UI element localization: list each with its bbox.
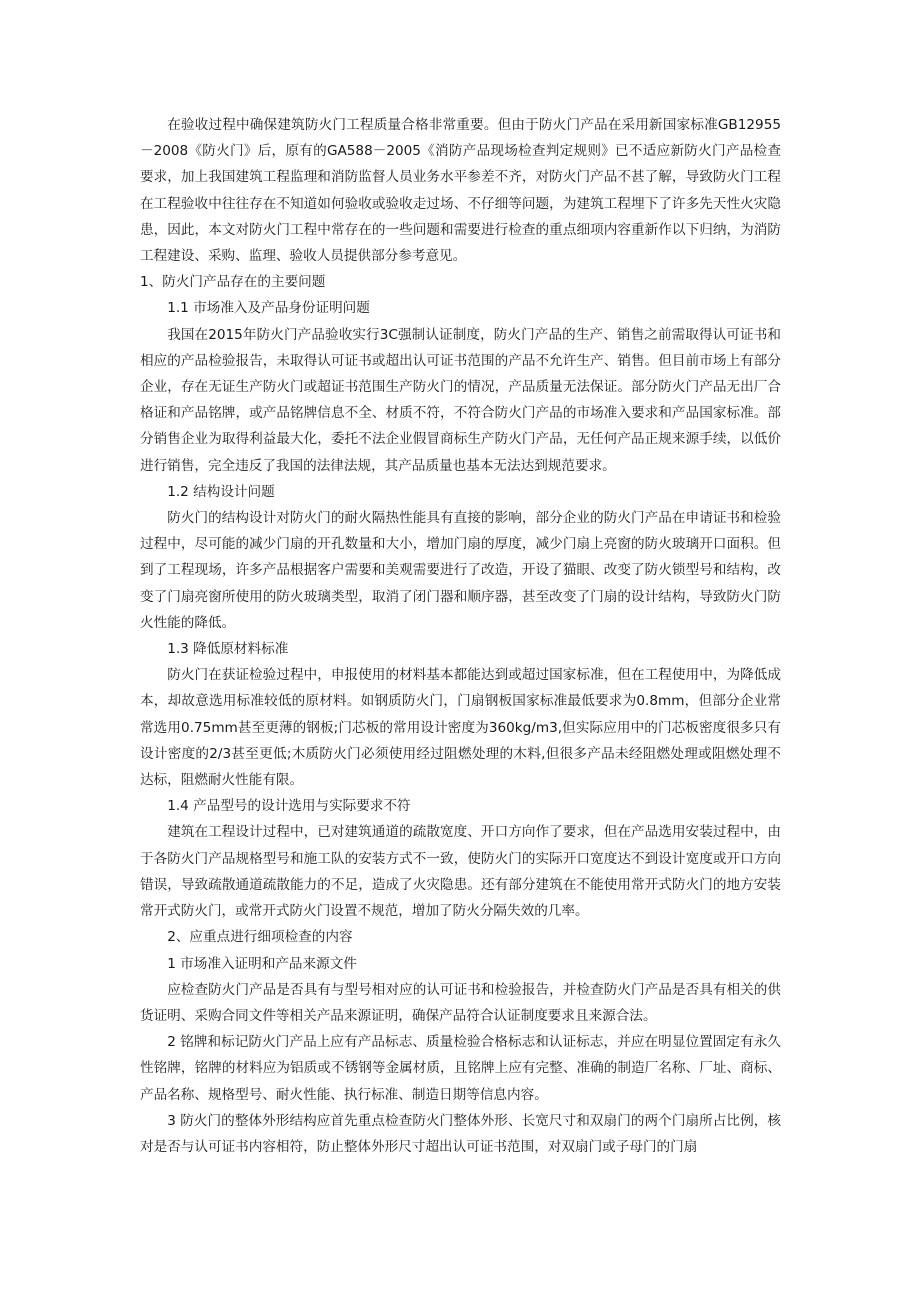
subsection-1-4-paragraph: 建筑在工程设计过程中，已对建筑通道的疏散宽度、开口方向作了要求，但在产品选用安装过程中，由于各防火门产品规格型号和施工队的安装方式不一致，使防火门的实际开口宽度达不到设计宽度或开口方向错误，导致疏散通道疏散能力的不足，造成了火灾隐患。还有部分建筑在不能使用常开式防火门的地方安装常开式防火门，或常开式防火门设置不规范，增加了防火分隔失效的几率。 xyxy=(140,824,781,920)
item-2-paragraph: 2 铭牌和标记防火门产品上应有产品标志、质量检验合格标志和认证标志，并应在明显位置固定有永久性铭牌，铭牌的材料应为铝质或不锈钢等金属材质，且铭牌上应有完整、准确的制造厂名称、厂址、商标、产品名称、规格型号、耐火性能、执行标准、制造日期等信息内容。 xyxy=(140,1034,781,1103)
item-3-paragraph: 3 防火门的整体外形结构应首先重点检查防火门整体外形、长宽尺寸和双扇门的两个门扇所占比例，核对是否与认可证书内容相符，防止整体外形尺寸超出认可证书范围，对双扇门或子母门的门扇 xyxy=(140,1112,781,1155)
section-1-heading: 1、防火门产品存在的主要问题 xyxy=(140,274,326,291)
subsection-1-3-heading: 1.3 降低原材料标准 xyxy=(167,641,289,658)
document-body xyxy=(140,112,781,1160)
subsection-1-2-heading: 1.2 结构设计问题 xyxy=(167,483,275,500)
section-2-heading: 2、应重点进行细项检查的内容 xyxy=(167,929,353,946)
item-1-heading: 1 市场准入证明和产品来源文件 xyxy=(167,955,357,972)
subsection-1-2-paragraph: 防火门的结构设计对防火门的耐火隔热性能具有直接的影响，部分企业的防火门产品在申请证书和检验过程中，尽可能的减少门扇的开孔数量和大小，增加门扇的厚度，减少门扇上亮窗的防火玻璃开口面积。但到了工程现场，许多产品根据客户需要和美观需要进行了改造，开设了猫眼、改变了防火锁型号和结构，改变了门扇亮窗所使用的防火玻璃类型，取消了闭门器和顺序器，甚至改变了门扇的设计结构，导致防火门防火性能的降低。 xyxy=(140,510,781,631)
subsection-1-4-heading: 1.4 产品型号的设计选用与实际要求不符 xyxy=(167,798,411,815)
subsection-1-1-heading: 1.1 市场准入及产品身份证明问题 xyxy=(167,300,370,317)
subsection-1-1-paragraph: 我国在2015年防火门产品验收实行3C强制认证制度，防火门产品的生产、销售之前需取得认可证书和相应的产品检验报告，未取得认可证书或超出认可证书范围的产品不允许生产、销售。但目前市场上有部分企业，存在无证生产防火门或超证书范围生产防火门的情况，产品质量无法保证。部分防火门产品无出厂合格证和产品铭牌，或产品铭牌信息不全、材质不符，不符合防火门产品的市场准入要求和产品国家标准。部分销售企业为取得利益最大化，委托不法企业假冒商标生产防火门产品，无任何产品正规来源手续，以低价进行销售，完全违反了我国的法律法规，其产品质量也基本无法达到规范要求。 xyxy=(140,326,781,474)
subsection-1-3-paragraph: 防火门在获证检验过程中，申报使用的材料基本都能达到或超过国家标准，但在工程使用中，为降低成本，却故意选用标准较低的原材料。如钢质防火门，门扇钢板国家标准最低要求为0.8mm，但部分企业常常选用0.75mm甚至更薄的钢板;门芯板的常用设计密度为360kg/m3,但实际应用中的门芯板密度很多只有设计密度的2/3甚至更低;木质防火门必须使用经过阻燃处理的木料,但很多产品未经阻燃处理或阻燃处理不达标，阻燃耐火性能有限。 xyxy=(140,667,781,789)
intro-paragraph: 在验收过程中确保建筑防火门工程质量合格非常重要。但由于防火门产品在采用新国家标准GB12955－2008《防火门》后，原有的GA588－2005《消防产品现场检查判定规则》已不适应新防火门产品检查要求，加上我国建筑工程监理和消防监督人员业务水平参差不齐，对防火门产品不甚了解，导致防火门工程在工程验收中往往存在不知道如何验收或验收走过场、不仔细等问题，为建筑工程埋下了许多先天性火灾隐患，因此，本文对防火门工程中常存在的一些问题和需要进行检查的重点细项内容重新作以下归纳，为消防工程建设、采购、监理、验收人员提供部分参考意见。 xyxy=(140,117,781,265)
item-1-paragraph: 应检查防火门产品是否具有与型号相对应的认可证书和检验报告，并检查防火门产品是否具有相关的供货证明、采购合同文件等相关产品来源证明，确保产品符合认证制度要求且来源合法。 xyxy=(140,981,781,1024)
